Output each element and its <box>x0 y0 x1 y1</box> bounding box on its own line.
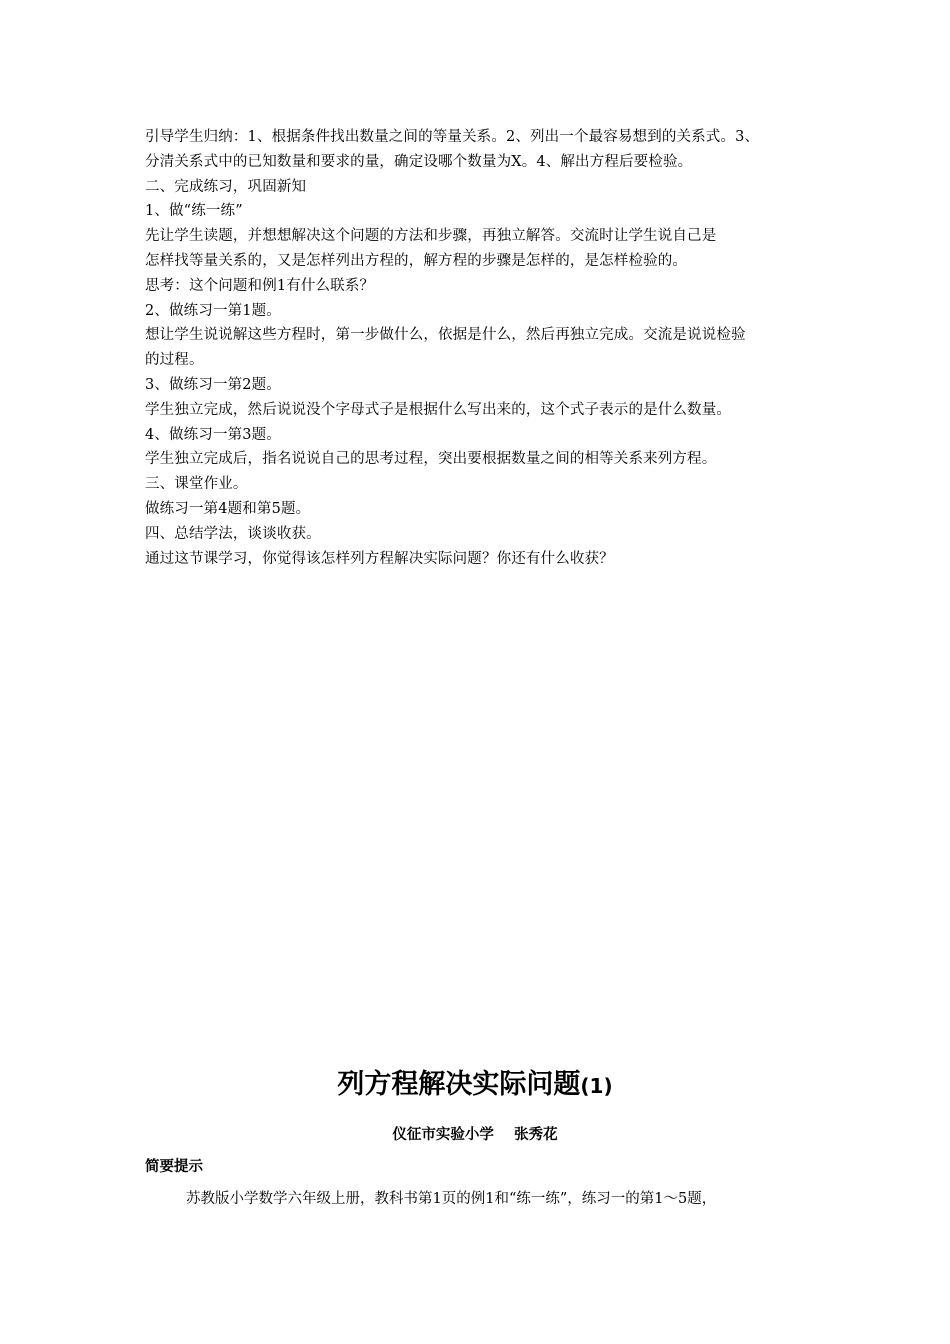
author-line: 仪征市实验小学 张秀花 <box>392 1126 558 1143</box>
title-suffix: (1) <box>580 1074 613 1098</box>
text-line: 先让学生读题，并想想解决这个问题的方法和步骤，再独立解答。交流时让学生说自己是 <box>145 228 717 245</box>
title-text: 列方程解决实际问题 <box>337 1069 581 1100</box>
text-line: 引导学生归纳：1、根据条件找出数量之间的等量关系。2、列出一个最容易想到的关系式。3、 <box>145 129 760 145</box>
text-line: 的过程。 <box>145 352 204 369</box>
text-line: 1、做“练一练” <box>145 203 243 220</box>
text-line: 想让学生说说解这些方程时，第一步做什么，依据是什么，然后再独立完成。交流是说说检验 <box>145 327 746 344</box>
lesson-steps-section <box>145 125 813 571</box>
section-heading-summary: 四、总结学法，谈谈收获。 <box>145 525 321 542</box>
text-line: 通过这节课学习，你觉得该怎样列方程解决实际问题？你还有什么收获？ <box>145 550 614 567</box>
section-heading-practice: 二、完成练习，巩固新知 <box>145 178 307 195</box>
text-line: 思考：这个问题和例1有什么联系？ <box>145 277 375 294</box>
text-line: 做练习一第4题和第5题。 <box>145 500 311 517</box>
text-line: 3、做练习一第2题。 <box>145 376 281 393</box>
summary-paragraph: 苏教版小学数学六年级上册，教科书第1页的例1和“练一练”，练习一的第1～5题， <box>186 1191 717 1207</box>
section-heading-homework: 三、课堂作业。 <box>145 476 248 493</box>
brief-tips-heading: 简要提示 <box>145 1159 203 1175</box>
text-line: 怎样找等量关系的，又是怎样列出方程的，解方程的步骤是怎样的，是怎样检验的。 <box>145 252 688 269</box>
text-line: 学生独立完成后，指名说说自己的思考过程，突出要根据数量之间的相等关系来列方程。 <box>145 451 717 468</box>
text-line: 4、做练习一第3题。 <box>145 426 281 443</box>
document-title <box>145 1062 805 1101</box>
text-line: 分清关系式中的已知数量和要求的量，确定设哪个数量为X。4、解出方程后要检验。 <box>145 153 693 170</box>
text-line: 学生独立完成，然后说说没个字母式子是根据什么写出来的，这个式子表示的是什么数量。 <box>145 401 731 418</box>
text-line: 2、做练习一第1题。 <box>145 302 281 319</box>
